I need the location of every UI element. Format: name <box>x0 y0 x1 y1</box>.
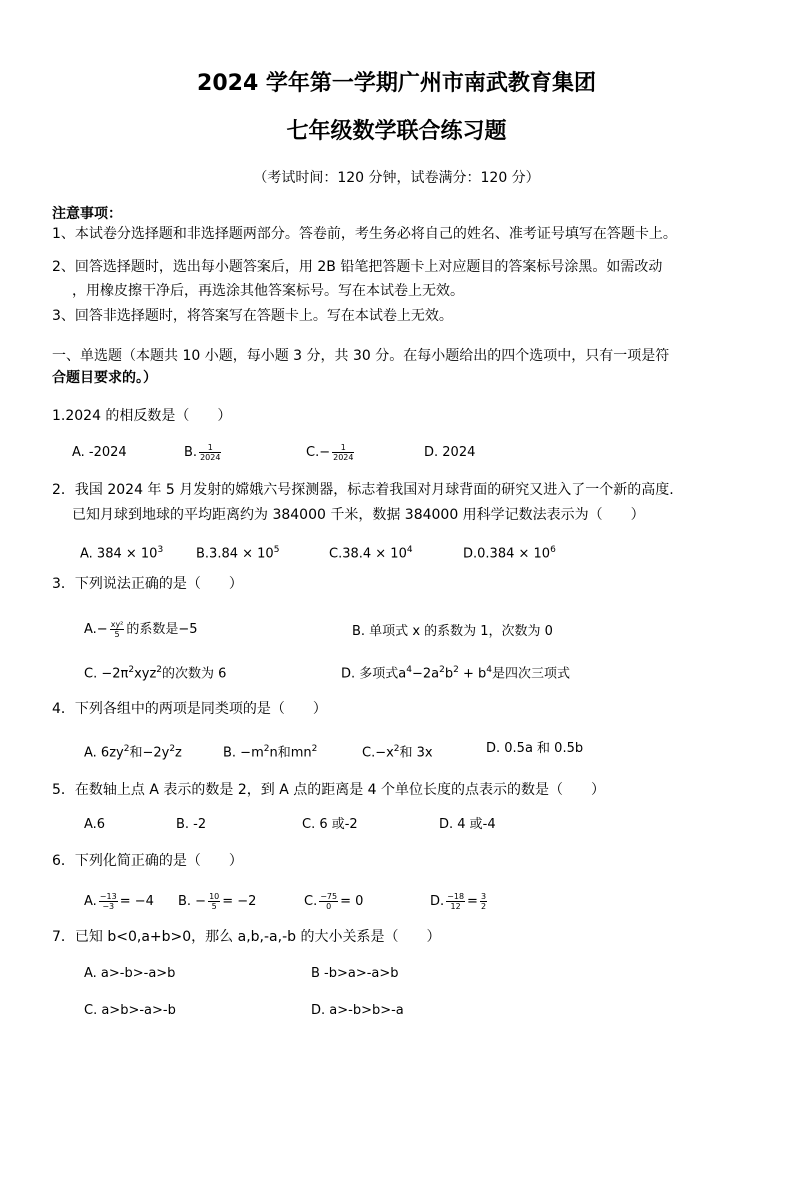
q6-a-num: −13 <box>99 892 117 901</box>
q6-a-fraction <box>99 892 118 911</box>
q3-d-post: 是四次三项式 <box>492 666 571 682</box>
q1-stem: 1.2024 的相反数是（ ） <box>52 408 232 424</box>
q6-c-fraction <box>319 892 338 911</box>
q6-c-den: 0 <box>326 902 332 911</box>
q3-d-e2: 2 <box>439 665 445 675</box>
q6-d-label: D. <box>430 894 445 909</box>
q3-option-a <box>84 620 198 640</box>
q2-option-c <box>329 540 413 564</box>
q4-a-mid: 和−2y <box>129 745 170 761</box>
q6-c-label: C. <box>304 894 318 909</box>
q4-option-b <box>223 739 317 763</box>
q6-d-fraction-2 <box>480 892 487 911</box>
q4-c-pre: C.−x <box>362 745 394 761</box>
q5-option-c: C. 6 或-2 <box>302 817 358 832</box>
exam-info: （考试时间：120 分钟，试卷满分：120 分） <box>253 170 540 186</box>
q3-c-post: 的次数为 6 <box>162 666 227 682</box>
q5-stem: 5．在数轴上点 A 表示的数是 2，到 A 点的距离是 4 个单位长度的点表示的数是（ ） <box>52 782 606 798</box>
q7-option-d: D. a>-b>b>-a <box>311 1003 404 1018</box>
q3-a-fraction <box>110 620 125 639</box>
subtitle: 七年级数学联合练习题 <box>286 119 507 144</box>
q4-b-e2: 2 <box>311 744 318 754</box>
q3-d-m1: −2a <box>411 666 440 682</box>
q2-option-b <box>196 540 279 564</box>
q3-d-m3: + b <box>458 666 487 682</box>
notice-item-1: 1、本试卷分选择题和非选择题两部分。答卷前，考生务必将自己的姓名、准考证号填写在答题卡上。 <box>52 226 677 242</box>
q2-a-exp: 3 <box>157 545 164 555</box>
q6-c-post: = 0 <box>340 894 364 909</box>
q5-option-b: B. -2 <box>176 817 207 832</box>
q3-c-pre: C. −2π <box>84 666 129 682</box>
q4-a-pre: A. 6zy <box>84 745 124 761</box>
q6-b-fraction <box>208 892 220 911</box>
q1-b-den: 2024 <box>200 453 221 462</box>
q5-option-a: A.6 <box>84 817 106 832</box>
q7-option-a: A. a>-b>-a>b <box>84 966 176 981</box>
q6-d-den2: 2 <box>480 902 487 911</box>
notice-item-2a: 2、回答选择题时，选出每小题答案后，用 2B 铅笔把答题卡上对应题目的答案标号涂黑。如需改动 <box>52 259 663 275</box>
q6-d-fraction <box>446 892 465 911</box>
q6-d-mid: = <box>467 894 478 909</box>
q2-c-exp: 4 <box>406 545 413 555</box>
q6-c-num: −75 <box>320 892 338 901</box>
q4-option-c <box>362 739 433 763</box>
q6-option-c <box>304 892 363 912</box>
q3-c-mid: xyz <box>134 666 157 682</box>
q4-option-a <box>84 739 182 763</box>
q3-d-e4: 4 <box>486 665 493 675</box>
q2-d-exp: 6 <box>550 545 556 555</box>
q4-a-post: z <box>175 745 182 761</box>
q1-option-b <box>184 443 223 463</box>
q6-option-d <box>430 892 489 912</box>
q1-b-fraction <box>199 443 221 462</box>
q2-stem-2: 已知月球到地球的平均距离约为 384000 千米，数据 384000 用科学记数法表示为（ ） <box>72 507 645 523</box>
section-heading-2: 合题目要求的。） <box>52 370 157 386</box>
q7-option-c: C. a>b>-a>-b <box>84 1003 176 1018</box>
q7-stem: 7．已知 b<0,a+b>0，那么 a,b,-a,-b 的大小关系是（ ） <box>52 929 441 945</box>
q4-b-pre: B. −m <box>223 745 264 761</box>
q4-a-e2: 2 <box>169 744 176 754</box>
q6-option-b <box>178 892 256 912</box>
q6-a-label: A. <box>84 894 97 909</box>
q1-c-den: 2024 <box>333 453 354 462</box>
q1-c-label: C.− <box>306 445 331 460</box>
q3-option-c <box>84 660 226 684</box>
q1-b-num: 1 <box>199 443 221 453</box>
title: 2024 学年第一学期广州市南武教育集团 <box>197 71 596 96</box>
q4-a-e1: 2 <box>123 744 130 754</box>
q3-c-exp2: 2 <box>156 665 163 675</box>
q6-b-post: = −2 <box>222 894 257 909</box>
q6-stem: 6．下列化简正确的是（ ） <box>52 853 243 869</box>
q4-stem: 4．下列各组中的两项是同类项的是（ ） <box>52 701 327 717</box>
q1-option-d: D. 2024 <box>424 445 476 460</box>
q2-d-text: D.0.384 × 10 <box>463 546 551 562</box>
q2-stem-1: 2．我国 2024 年 5 月发射的嫦娥六号探测器，标志着我国对月球背面的研究又进入了一个新的高度. <box>52 482 674 498</box>
q3-option-b: B. 单项式 x 的系数为 1，次数为 0 <box>352 624 553 639</box>
q1-c-fraction <box>332 443 354 462</box>
q7-option-b: B -b>a>-a>b <box>311 966 399 981</box>
q3-d-e1: 4 <box>406 665 412 675</box>
q4-b-e1: 2 <box>263 744 270 754</box>
q6-d-num: −18 <box>447 892 465 901</box>
q6-b-num: 10 <box>209 892 220 901</box>
q3-a-den: 5 <box>114 630 120 639</box>
q4-option-d: D. 0.5a 和 0.5b <box>486 741 584 756</box>
q2-b-exp: 5 <box>273 545 280 555</box>
q3-a-num: xy² <box>110 620 124 629</box>
q4-c-e1: 2 <box>393 744 400 754</box>
q1-c-num: 1 <box>332 443 354 453</box>
q2-a-text: A. 384 × 10 <box>80 546 158 562</box>
q2-c-text: C.38.4 × 10 <box>329 546 407 562</box>
notice-heading: 注意事项： <box>52 206 122 222</box>
q3-a-label: A.− <box>84 622 108 637</box>
q3-a-text: 的系数是−5 <box>126 622 198 637</box>
q1-b-label: B. <box>184 445 198 460</box>
section-heading-1: 一、单选题（本题共 10 小题，每小题 3 分，共 30 分。在每小题给出的四个选项中，只有一项是符 <box>52 348 670 364</box>
q4-c-post: 和 3x <box>399 745 433 761</box>
q1-option-a: A. -2024 <box>72 445 127 460</box>
q3-d-e3: 2 <box>453 665 459 675</box>
q3-option-d <box>341 660 570 684</box>
q6-d-num2: 3 <box>480 892 487 901</box>
q2-option-a <box>80 540 163 564</box>
q6-b-den: 5 <box>211 902 217 911</box>
q5-option-d: D. 4 或-4 <box>439 817 496 832</box>
q3-d-m2: b <box>444 666 454 682</box>
q6-a-den: −3 <box>102 902 115 911</box>
q6-b-label: B. − <box>178 894 207 909</box>
q1-option-c <box>306 443 356 463</box>
q2-b-text: B.3.84 × 10 <box>196 546 274 562</box>
q6-d-den: 12 <box>450 902 461 911</box>
notice-item-2b: ，用橡皮擦干净后，再选涂其他答案标号。写在本试卷上无效。 <box>72 283 464 299</box>
q3-d-pre: D. 多项式a <box>341 666 407 682</box>
q6-option-a <box>84 892 154 912</box>
q4-b-mid: n和mn <box>269 745 312 761</box>
q2-option-d <box>463 540 556 564</box>
q3-c-exp1: 2 <box>128 665 135 675</box>
q6-a-post: = −4 <box>119 894 154 909</box>
q3-stem: 3．下列说法正确的是（ ） <box>52 576 243 592</box>
notice-item-3: 3、回答非选择题时，将答案写在答题卡上。写在本试卷上无效。 <box>52 308 453 324</box>
